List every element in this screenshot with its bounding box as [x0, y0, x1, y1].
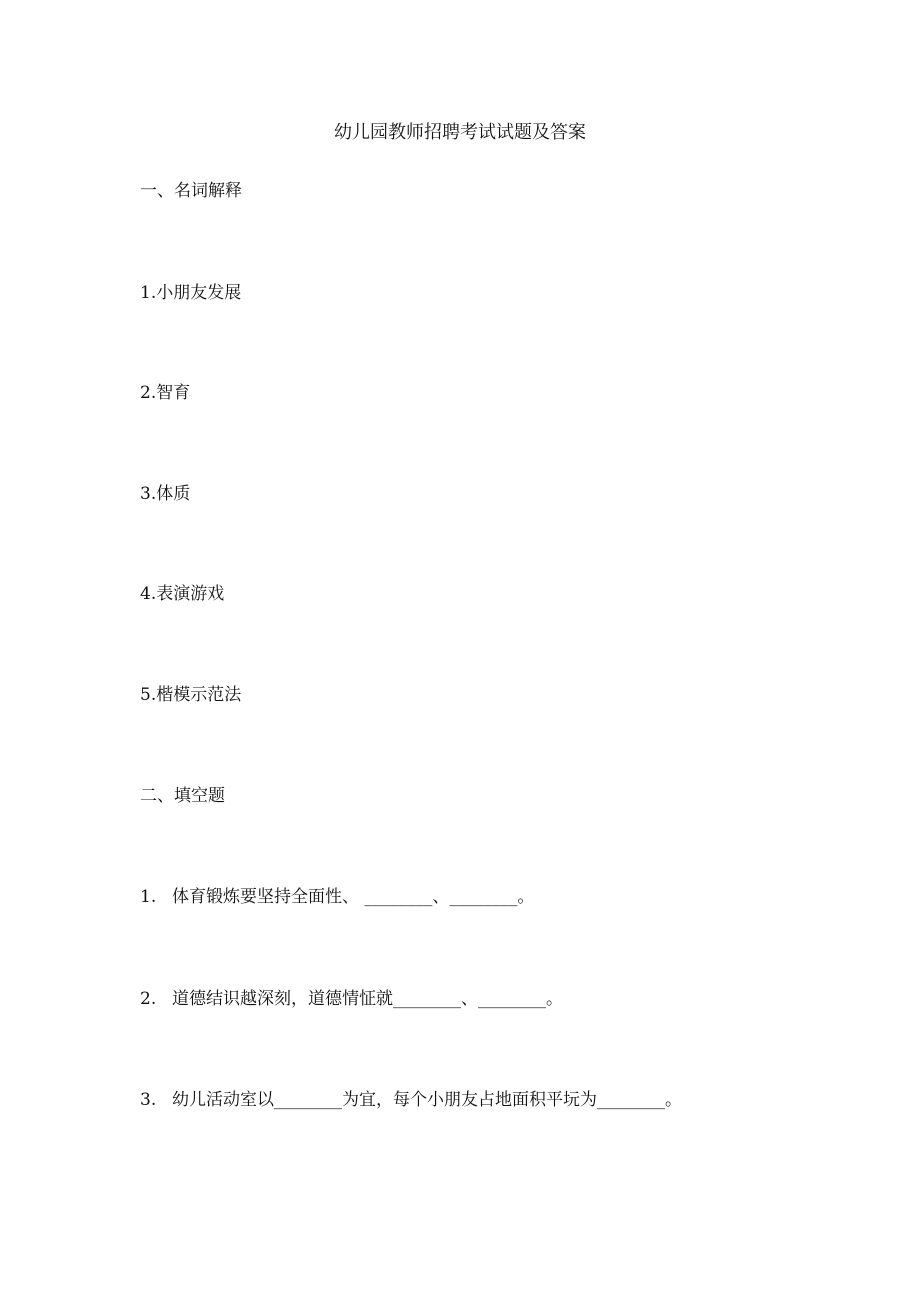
- definition-item: 1.小朋友发展: [140, 283, 242, 303]
- fill-in-question: [140, 987, 563, 1011]
- fill-in-question: [140, 885, 534, 909]
- question-text: 体育锻炼要坚持全面性、 ________、________。: [172, 887, 535, 907]
- question-number: 1.: [140, 887, 157, 907]
- question-text: 道德结识越深刻，道德情怔就________、________。: [172, 989, 563, 1009]
- section-heading-definitions: 一、名词解释: [140, 181, 242, 201]
- definition-item: 5.楷模示范法: [140, 685, 242, 705]
- definition-item: 2.智育: [140, 383, 191, 403]
- question-number: 2.: [140, 989, 157, 1009]
- definition-item: 4.表演游戏: [140, 584, 225, 604]
- definition-item: 3.体质: [140, 484, 191, 504]
- document-title: 幼儿园教师招聘考试试题及答案: [334, 122, 586, 143]
- question-number: 3.: [140, 1090, 157, 1110]
- fill-in-question: [140, 1088, 682, 1112]
- section-heading-fill-in: 二、填空题: [140, 786, 225, 806]
- question-text: 幼儿活动室以________为宜，每个小朋友占地面积平坃为________。: [172, 1090, 682, 1110]
